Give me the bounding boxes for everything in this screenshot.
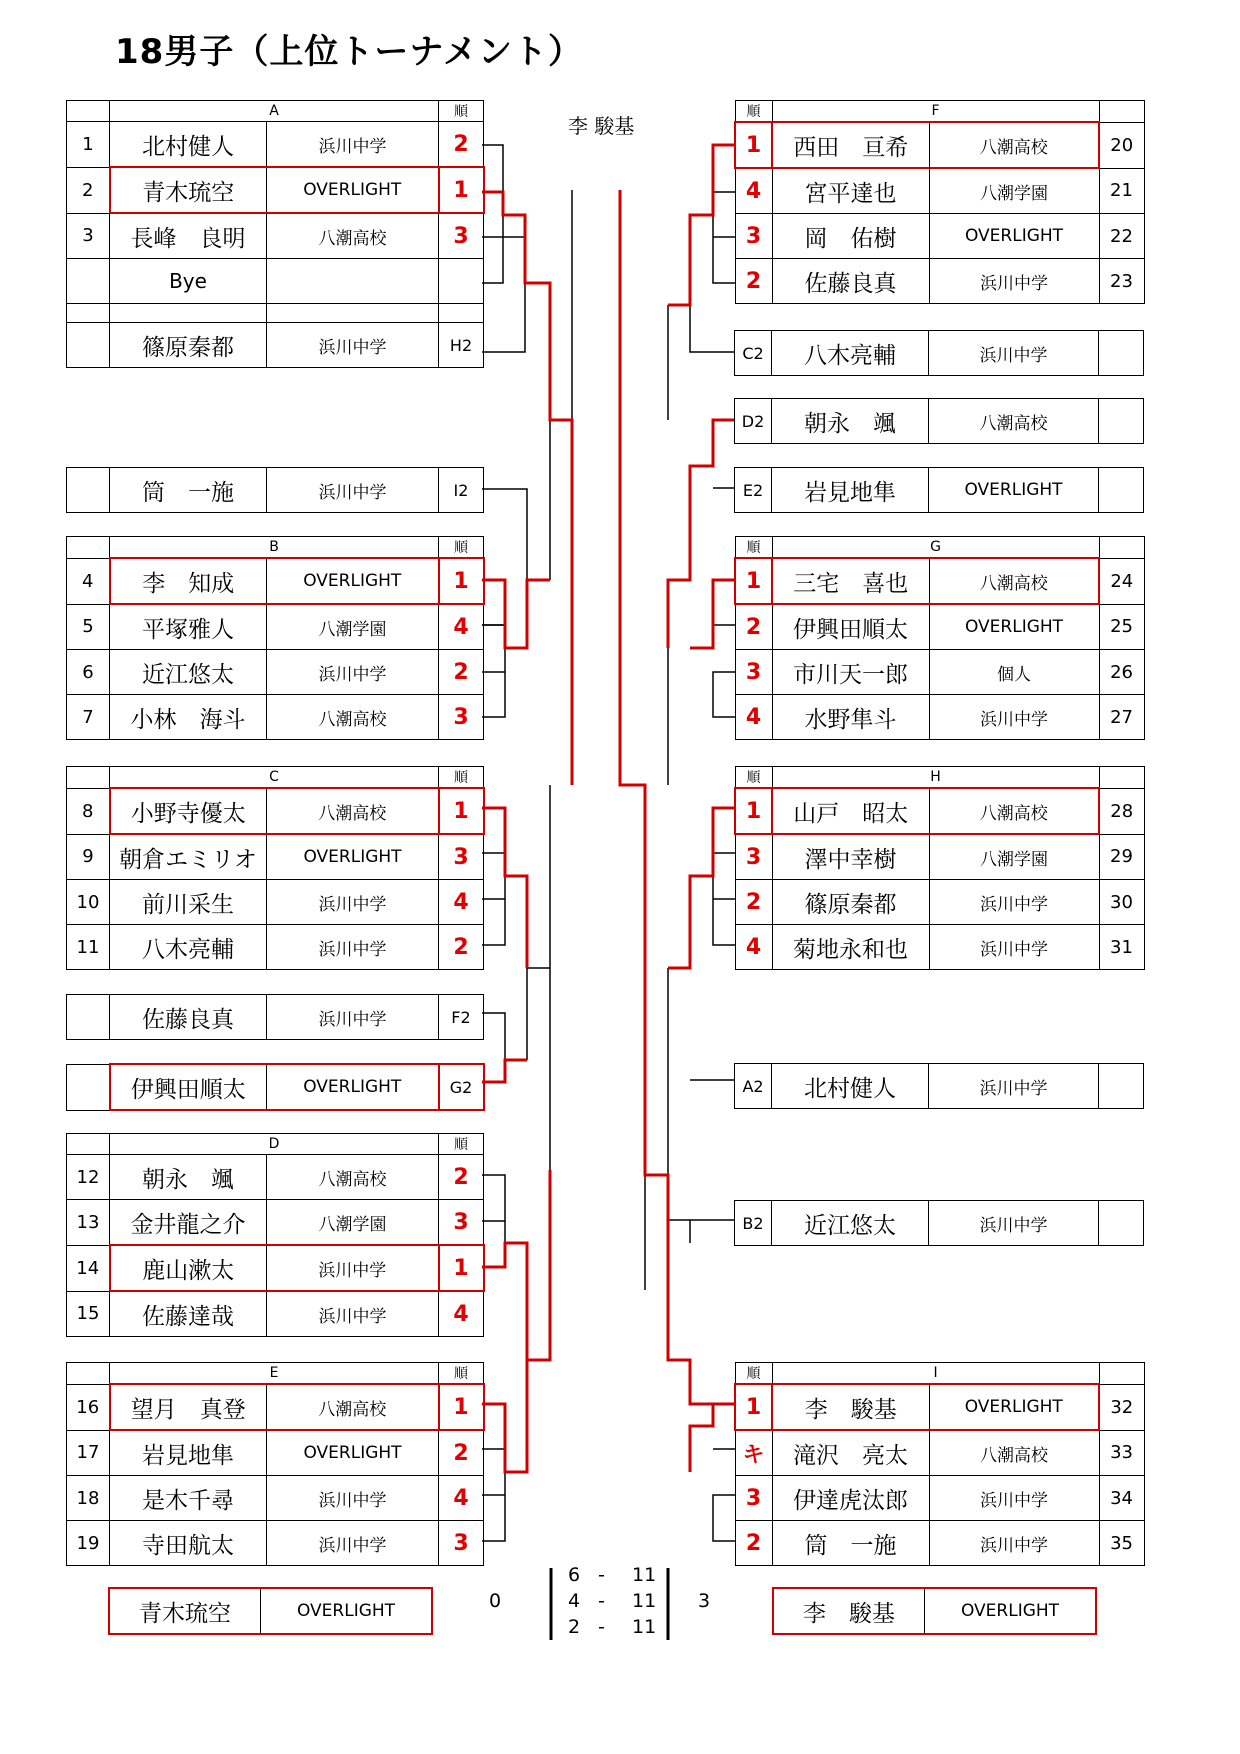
player-rank: 3 xyxy=(439,213,484,259)
bracket-line xyxy=(713,672,735,717)
player-rank: 1 xyxy=(439,167,484,213)
winner-line xyxy=(668,145,735,305)
player-rank: 2 xyxy=(735,1521,772,1566)
entry-number: 8 xyxy=(67,788,110,834)
entry-number: 6 xyxy=(67,650,110,695)
player-rank: キ xyxy=(735,1430,772,1476)
entry-number: 20 xyxy=(1099,122,1144,168)
group-h-table xyxy=(734,766,1145,970)
player-rank: 1 xyxy=(735,1384,772,1430)
entry-number: 30 xyxy=(1099,880,1144,925)
player-name: 伊達虎汰郎 xyxy=(772,1476,929,1521)
seed-code: E2 xyxy=(735,468,772,513)
seed-g2-table xyxy=(66,1063,485,1111)
group-label: I xyxy=(772,1363,1099,1385)
player-rank: 4 xyxy=(735,168,772,214)
player-rank: 2 xyxy=(439,122,484,168)
player-rank: 3 xyxy=(735,650,772,695)
set-score-left: 6 xyxy=(568,1564,581,1586)
team-name: 浜川中学 xyxy=(929,331,1099,376)
player-name: 鹿山漱太 xyxy=(110,1245,267,1291)
set-score-dash: - xyxy=(598,1590,605,1612)
entry-number: 13 xyxy=(67,1200,110,1246)
bracket-line xyxy=(482,1221,505,1267)
rank-header: 順 xyxy=(439,1363,484,1385)
winner-line xyxy=(482,1360,527,1472)
bracket-line xyxy=(690,305,735,352)
winner-line xyxy=(690,1404,735,1472)
entry-number: 10 xyxy=(67,880,110,925)
player-name: 小野寺優太 xyxy=(110,788,267,834)
entry-number: 34 xyxy=(1099,1476,1144,1521)
player-rank: 3 xyxy=(439,1521,484,1566)
player-rank: 1 xyxy=(439,1245,484,1291)
player-name: Bye xyxy=(110,259,267,304)
team-name: OVERLIGHT xyxy=(267,167,439,213)
bracket-line xyxy=(713,1495,735,1541)
group-c-table xyxy=(66,766,485,970)
player-rank: 1 xyxy=(439,1384,484,1430)
group-label: G xyxy=(772,537,1099,559)
team-name: 浜川中学 xyxy=(929,695,1099,740)
player-name: 北村健人 xyxy=(110,122,267,168)
winner-line xyxy=(482,1060,527,1082)
player-name: 筒 一施 xyxy=(110,468,267,513)
player-rank: 2 xyxy=(439,650,484,695)
rank-header: 順 xyxy=(439,767,484,789)
player-rank: 2 xyxy=(439,925,484,970)
player-name: 岩見地隼 xyxy=(772,468,929,513)
entry-number: 28 xyxy=(1099,788,1144,834)
group-a-table xyxy=(66,100,485,368)
player-name: 岡 佑樹 xyxy=(772,214,929,259)
team-name: OVERLIGHT xyxy=(929,1384,1099,1430)
player-rank: 4 xyxy=(439,604,484,650)
entry-number: 33 xyxy=(1099,1430,1144,1476)
team-name: OVERLIGHT xyxy=(960,1601,1060,1621)
player-name: 三宅 喜也 xyxy=(772,558,929,604)
team-name: 浜川中学 xyxy=(267,1245,439,1291)
player-rank: 3 xyxy=(439,834,484,880)
team-name: 浜川中学 xyxy=(267,323,439,368)
group-label: D xyxy=(110,1134,439,1155)
entry-number: 26 xyxy=(1099,650,1144,695)
entry-number: 11 xyxy=(67,925,110,970)
player-rank: 2 xyxy=(735,604,772,650)
player-rank: 2 xyxy=(735,259,772,304)
player-rank xyxy=(439,259,484,304)
entry-number: 9 xyxy=(67,834,110,880)
group-label: C xyxy=(110,767,439,789)
entry-number: 17 xyxy=(67,1430,110,1476)
player-name: 近江悠太 xyxy=(772,1201,929,1246)
player-name: 篠原秦都 xyxy=(772,880,929,925)
player-name: 佐藤良真 xyxy=(110,995,267,1040)
seed-code: D2 xyxy=(735,399,772,444)
team-name: 八潮学園 xyxy=(929,168,1099,214)
player-name: 寺田航太 xyxy=(110,1521,267,1566)
set-score-left: 4 xyxy=(568,1590,581,1612)
bracket-line xyxy=(482,489,527,580)
player-rank: 3 xyxy=(439,695,484,740)
player-rank: 1 xyxy=(439,558,484,604)
bracket-line xyxy=(482,625,505,717)
team-name: OVERLIGHT xyxy=(267,558,439,604)
team-name: 八潮高校 xyxy=(929,1430,1099,1476)
player-rank: 3 xyxy=(439,1200,484,1246)
seed-code: G2 xyxy=(439,1064,484,1110)
page-title: 18男子（上位トーナメント） xyxy=(115,32,583,72)
player-name: 青木琉空 xyxy=(110,1589,261,1633)
team-name: 浜川中学 xyxy=(267,650,439,695)
seed-i2-table xyxy=(66,467,484,513)
player-name: 佐藤達哉 xyxy=(110,1291,267,1337)
player-name: 青木琉空 xyxy=(110,167,267,213)
entry-number: 24 xyxy=(1099,558,1144,604)
seed-code: I2 xyxy=(439,468,484,513)
team-name: 浜川中学 xyxy=(267,1291,439,1337)
group-label: F xyxy=(772,101,1099,123)
team-name: 八潮学園 xyxy=(267,604,439,650)
team-name: 八潮学園 xyxy=(267,1200,439,1246)
bracket-line xyxy=(482,1013,505,1060)
final-left-player xyxy=(108,1587,433,1635)
entry-number: 31 xyxy=(1099,925,1144,970)
set-score-right: 11 xyxy=(632,1616,657,1638)
seed-code: H2 xyxy=(439,323,484,368)
player-rank: 4 xyxy=(439,880,484,925)
team-name: OVERLIGHT xyxy=(929,214,1099,259)
player-name: 李 知成 xyxy=(110,558,267,604)
seed-f2-table xyxy=(66,994,484,1040)
team-name: 浜川中学 xyxy=(929,880,1099,925)
final-right-player xyxy=(772,1587,1097,1635)
seed-code: C2 xyxy=(735,331,772,376)
player-name: 北村健人 xyxy=(772,1064,929,1109)
player-rank: 4 xyxy=(439,1291,484,1337)
player-name: 澤中幸樹 xyxy=(772,834,929,880)
team-name: 浜川中学 xyxy=(929,259,1099,304)
team-name: 八潮高校 xyxy=(267,1155,439,1200)
entry-number: 27 xyxy=(1099,695,1144,740)
player-name: 朝永 颯 xyxy=(772,399,929,444)
set-score-dash: - xyxy=(598,1564,605,1586)
player-name: 望月 真登 xyxy=(110,1384,267,1430)
rank-header: 順 xyxy=(735,1363,772,1385)
team-name: 八潮高校 xyxy=(267,788,439,834)
team-name: 浜川中学 xyxy=(267,468,439,513)
group-b-table xyxy=(66,536,485,740)
entry-number: 16 xyxy=(67,1384,110,1430)
group-g-table xyxy=(734,536,1145,740)
bracket-line xyxy=(482,1175,505,1221)
player-rank: 3 xyxy=(735,834,772,880)
team-name: 八潮高校 xyxy=(929,399,1099,444)
player-name: 長峰 良明 xyxy=(110,213,267,259)
set-score-right: 11 xyxy=(632,1590,657,1612)
seed-a2-table xyxy=(734,1063,1144,1109)
winner-line xyxy=(482,1170,550,1360)
seed-b2-table xyxy=(734,1200,1144,1246)
set-score-right: 11 xyxy=(632,1564,657,1586)
player-name: 滝沢 亮太 xyxy=(772,1430,929,1476)
player-name: 是木千尋 xyxy=(110,1476,267,1521)
entry-number: 25 xyxy=(1099,604,1144,650)
entry-number: 14 xyxy=(67,1245,110,1291)
player-name: 李 駿基 xyxy=(772,1384,929,1430)
group-d-table xyxy=(66,1133,485,1337)
final-right-games: 3 xyxy=(698,1590,711,1612)
champion-name: 李 駿基 xyxy=(568,114,635,138)
team-name: 浜川中学 xyxy=(267,1476,439,1521)
team-name: OVERLIGHT xyxy=(267,1430,439,1476)
entry-number: 19 xyxy=(67,1521,110,1566)
team-name: 浜川中学 xyxy=(929,1201,1099,1246)
team-name: 浜川中学 xyxy=(929,1064,1099,1109)
player-name: 市川天一郎 xyxy=(772,650,929,695)
entry-number: 15 xyxy=(67,1291,110,1337)
player-rank: 4 xyxy=(735,925,772,970)
player-name: 八木亮輔 xyxy=(110,925,267,970)
player-name: 宮平達也 xyxy=(772,168,929,214)
team-name: 浜川中学 xyxy=(267,1521,439,1566)
team-name: 個人 xyxy=(929,650,1099,695)
entry-number: 4 xyxy=(67,558,110,604)
player-name: 筒 一施 xyxy=(772,1521,929,1566)
team-name: 浜川中学 xyxy=(267,925,439,970)
player-rank: 1 xyxy=(439,788,484,834)
team-name: 八潮高校 xyxy=(929,558,1099,604)
team-name: 八潮高校 xyxy=(929,788,1099,834)
entry-number: 3 xyxy=(67,213,110,259)
seed-code: A2 xyxy=(735,1064,772,1109)
team-name: OVERLIGHT xyxy=(267,834,439,880)
player-name: 水野隼斗 xyxy=(772,695,929,740)
player-name: 西田 亘希 xyxy=(772,122,929,168)
bracket-line xyxy=(482,237,503,283)
player-name: 岩見地隼 xyxy=(110,1430,267,1476)
team-name: OVERLIGHT xyxy=(296,1601,396,1621)
team-name: 浜川中学 xyxy=(267,122,439,168)
player-rank: 2 xyxy=(735,880,772,925)
player-name: 菊地永和也 xyxy=(772,925,929,970)
rank-header: 順 xyxy=(439,537,484,559)
set-score-dash: - xyxy=(598,1616,605,1638)
team-name: 浜川中学 xyxy=(929,925,1099,970)
entry-number: 22 xyxy=(1099,214,1144,259)
entry-number: 29 xyxy=(1099,834,1144,880)
team-name: 八潮高校 xyxy=(267,1384,439,1430)
rank-header: 順 xyxy=(439,101,484,122)
player-name: 朝永 颯 xyxy=(110,1155,267,1200)
player-name: 近江悠太 xyxy=(110,650,267,695)
team-name: 浜川中学 xyxy=(929,1476,1099,1521)
team-name: 八潮高校 xyxy=(267,213,439,259)
player-rank: 1 xyxy=(735,558,772,604)
player-name: 八木亮輔 xyxy=(772,331,929,376)
entry-number: 2 xyxy=(67,167,110,213)
player-name: 小林 海斗 xyxy=(110,695,267,740)
team-name: OVERLIGHT xyxy=(929,468,1099,513)
rank-header: 順 xyxy=(735,767,772,789)
group-label: A xyxy=(110,101,439,122)
player-rank: 2 xyxy=(439,1155,484,1200)
player-rank: 3 xyxy=(735,214,772,259)
player-name: 伊興田順太 xyxy=(772,604,929,650)
final-left-games: 0 xyxy=(489,1590,502,1612)
player-name: 李 駿基 xyxy=(774,1589,925,1633)
team-name: 浜川中学 xyxy=(267,880,439,925)
player-rank: 2 xyxy=(439,1430,484,1476)
group-label: H xyxy=(772,767,1099,789)
player-name: 山戸 昭太 xyxy=(772,788,929,834)
group-i-table xyxy=(734,1362,1145,1566)
team-name: 八潮学園 xyxy=(929,834,1099,880)
team-name: OVERLIGHT xyxy=(267,1064,439,1110)
group-f-table xyxy=(734,100,1145,304)
player-name: 伊興田順太 xyxy=(110,1064,267,1110)
group-label: E xyxy=(110,1363,439,1385)
player-rank: 1 xyxy=(735,122,772,168)
rank-header: 順 xyxy=(735,537,772,559)
team-name: 八潮高校 xyxy=(929,122,1099,168)
winner-line xyxy=(690,580,735,648)
winner-line xyxy=(620,190,713,1404)
player-rank: 1 xyxy=(735,788,772,834)
team-name: 浜川中学 xyxy=(929,1521,1099,1566)
player-name: 金井龍之介 xyxy=(110,1200,267,1246)
group-label: B xyxy=(110,537,439,559)
player-rank: 4 xyxy=(439,1476,484,1521)
entry-number: 23 xyxy=(1099,259,1144,304)
team-name: 八潮高校 xyxy=(267,695,439,740)
rank-header: 順 xyxy=(735,101,772,123)
team-name xyxy=(267,259,439,304)
entry-number: 1 xyxy=(67,122,110,168)
player-name: 前川采生 xyxy=(110,880,267,925)
entry-number xyxy=(67,259,110,304)
entry-number: 35 xyxy=(1099,1521,1144,1566)
player-name: 平塚雅人 xyxy=(110,604,267,650)
seed-c2-table xyxy=(734,330,1144,376)
player-name: 朝倉エミリオ xyxy=(110,834,267,880)
winner-line xyxy=(482,580,550,648)
set-score-left: 2 xyxy=(568,1616,581,1638)
seed-code: B2 xyxy=(735,1201,772,1246)
team-name: 浜川中学 xyxy=(267,995,439,1040)
rank-header: 順 xyxy=(439,1134,484,1155)
group-e-table xyxy=(66,1362,485,1566)
entry-number: 18 xyxy=(67,1476,110,1521)
seed-d2-table xyxy=(734,398,1144,444)
entry-number: 21 xyxy=(1099,168,1144,214)
player-name: 篠原秦都 xyxy=(110,323,267,368)
seed-code: F2 xyxy=(439,995,484,1040)
winner-line xyxy=(668,808,735,968)
entry-number: 7 xyxy=(67,695,110,740)
player-rank: 4 xyxy=(735,695,772,740)
winner-line xyxy=(668,420,735,648)
seed-e2-table xyxy=(734,467,1144,513)
entry-number: 32 xyxy=(1099,1384,1144,1430)
entry-number: 5 xyxy=(67,604,110,650)
player-name: 佐藤良真 xyxy=(772,259,929,304)
team-name: OVERLIGHT xyxy=(929,604,1099,650)
entry-number: 12 xyxy=(67,1155,110,1200)
player-rank: 3 xyxy=(735,1476,772,1521)
